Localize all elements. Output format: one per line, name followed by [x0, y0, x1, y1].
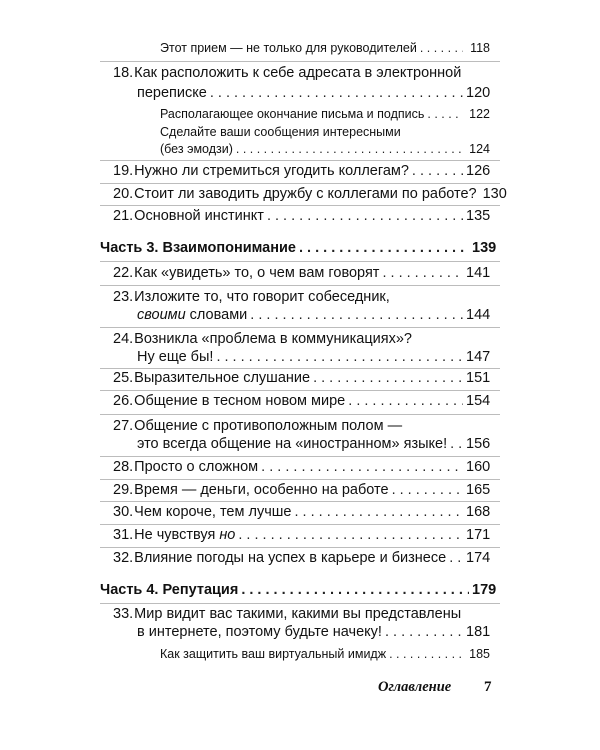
dot-leader — [348, 391, 463, 411]
toc-entry-title: Как расположить к себе адресата в электронной — [134, 65, 462, 81]
toc-page-number: 120 — [466, 85, 491, 101]
toc-entry-title: Как защитить ваш виртуальный имидж — [160, 647, 387, 661]
page-number: 7 — [484, 679, 492, 695]
toc-subentry — [160, 38, 490, 58]
toc-entry-continued — [137, 434, 490, 454]
divider — [100, 261, 500, 262]
toc-entry-title: Располагающее окончание письма и подпись — [160, 107, 425, 121]
toc-entry-title-cont — [137, 305, 247, 325]
toc-entry-number: 19. — [113, 163, 134, 179]
dot-leader — [261, 457, 463, 477]
toc-entry-title: Общение с противоположным полом — — [134, 418, 403, 434]
toc-entry-number: 24. — [113, 331, 134, 347]
toc-entry — [113, 525, 490, 545]
dot-leader — [250, 305, 463, 325]
toc-entry-title: Общение в тесном новом мире — [134, 393, 346, 409]
toc-part-heading — [100, 238, 496, 258]
toc-entry-title: Чем короче, тем лучше — [134, 504, 292, 520]
dot-leader — [299, 238, 469, 258]
toc-subentry — [160, 104, 490, 124]
toc-entry-number: 33. — [113, 606, 134, 622]
toc-page-number: 126 — [466, 163, 491, 179]
toc-entry-title-cont: Ну еще бы! — [137, 349, 214, 365]
dot-leader — [382, 263, 463, 283]
dot-leader — [420, 38, 463, 58]
toc-page-number: 122 — [469, 107, 490, 121]
toc-entry-title: Этот прием — не только для руководителей — [160, 41, 417, 55]
dot-leader — [267, 206, 463, 226]
toc-entry — [113, 329, 490, 349]
toc-entry-number: 27. — [113, 418, 134, 434]
toc-part-title: Часть 3. Взаимопонимание — [100, 240, 296, 256]
toc-entry-title-cont: (без эмодзи) — [160, 142, 233, 156]
toc-entry-title: Мир видит вас такими, какими вы представлены — [134, 606, 462, 622]
toc-page-number: 139 — [472, 240, 497, 256]
toc-entry — [113, 287, 490, 307]
toc-entry-title: Выразительное слушание — [134, 370, 311, 386]
toc-entry — [113, 63, 490, 83]
toc-entry — [113, 206, 490, 226]
dot-leader — [238, 525, 463, 545]
italic-word: своими — [137, 307, 186, 323]
toc-page-number: 144 — [466, 307, 491, 323]
toc-entry-title-plain: Не чувствуя — [134, 527, 220, 543]
toc-entry — [113, 604, 490, 624]
toc-entry-title-cont: переписке — [137, 85, 207, 101]
toc-entry-title: Возникла «проблема в коммуникациях»? — [134, 331, 412, 347]
toc-entry — [113, 263, 490, 283]
dot-leader — [313, 368, 463, 388]
toc-page-number: 171 — [466, 527, 491, 543]
dot-leader — [412, 161, 463, 181]
toc-entry-number: 31. — [113, 527, 134, 543]
toc-entry-number: 22. — [113, 265, 134, 281]
toc-entry-title: Просто о сложном — [134, 459, 259, 475]
divider — [100, 414, 500, 415]
toc-entry-title: Время — деньги, особенно на работе — [134, 482, 389, 498]
toc-page-number: 154 — [466, 393, 491, 409]
toc-entry — [113, 184, 507, 204]
toc-entry-number: 30. — [113, 504, 134, 520]
divider — [100, 327, 500, 328]
toc-entry-number: 23. — [113, 289, 134, 305]
toc-entry-number: 29. — [113, 482, 134, 498]
dot-leader — [389, 644, 463, 664]
toc-entry-number: 32. — [113, 550, 134, 566]
toc-page-number: 141 — [466, 265, 491, 281]
toc-entry-title: Изложите то, что говорит собеседник, — [134, 289, 390, 305]
toc-entry-title-cont: это всегда общение на «иностранном» языке! — [137, 436, 448, 452]
running-footer-title: Оглавление — [378, 679, 452, 695]
dot-leader — [236, 139, 463, 159]
toc-entry — [113, 548, 490, 568]
toc-entry-number: 21. — [113, 208, 134, 224]
toc-entry — [113, 416, 490, 436]
toc-entry-title — [134, 525, 235, 545]
dot-leader — [216, 347, 463, 367]
toc-entry-title: Нужно ли стремиться угодить коллегам? — [134, 163, 409, 179]
toc-entry — [113, 368, 490, 388]
toc-entry-number: 26. — [113, 393, 134, 409]
toc-page-number: 156 — [466, 436, 491, 452]
dot-leader — [427, 104, 463, 124]
toc-part-heading — [100, 580, 496, 600]
toc-entry — [113, 502, 490, 522]
toc-page-number: 168 — [466, 504, 491, 520]
toc-entry-title: Влияние погоды на успех в карьере и бизнесе — [134, 550, 447, 566]
toc-page-number: 160 — [466, 459, 491, 475]
toc-entry-number: 18. — [113, 65, 134, 81]
toc-page-number: 118 — [470, 41, 490, 55]
dot-leader — [449, 548, 463, 568]
toc-entry — [113, 457, 490, 477]
toc-entry — [113, 391, 490, 411]
italic-word: но — [219, 527, 236, 543]
toc-subentry-continued — [160, 139, 490, 159]
toc-entry-continued — [137, 305, 490, 325]
toc-entry — [113, 480, 490, 500]
toc-page-number: 151 — [466, 370, 491, 386]
toc-page-number: 179 — [472, 582, 497, 598]
toc-page-number: 181 — [466, 624, 491, 640]
toc-entry-number: 25. — [113, 370, 134, 386]
toc-subentry — [160, 644, 490, 664]
dot-leader — [385, 622, 463, 642]
toc-entry-continued — [137, 347, 490, 367]
toc-part-title: Часть 4. Репутация — [100, 582, 239, 598]
dot-leader — [210, 83, 463, 103]
toc-entry-title: Стоит ли заводить дружбу с коллегами по работе? — [134, 186, 477, 202]
toc-entry-title: Основной инстинкт — [134, 208, 264, 224]
toc-page-number: 135 — [466, 208, 491, 224]
toc-page-number: 165 — [466, 482, 491, 498]
dot-leader — [241, 580, 469, 600]
toc-entry-title: Как «увидеть» то, о чем вам говорят — [134, 265, 380, 281]
toc-page-number: 124 — [469, 142, 490, 156]
toc-page-number: 147 — [466, 349, 491, 365]
toc-entry-title: Сделайте ваши сообщения интересными — [160, 125, 401, 139]
toc-entry-continued — [137, 83, 490, 103]
toc-entry — [113, 161, 490, 181]
toc-page-number: 185 — [469, 647, 490, 661]
toc-entry-number: 28. — [113, 459, 134, 475]
dot-leader — [392, 480, 463, 500]
dot-leader — [450, 434, 463, 454]
toc-entry-continued — [137, 622, 490, 642]
toc-entry-title-cont: в интернете, поэтому будьте начеку! — [137, 624, 382, 640]
toc-page-number: 130 — [482, 186, 507, 202]
toc-entry-number: 20. — [113, 186, 134, 202]
toc-entry-title-rest: словами — [185, 307, 248, 323]
divider — [100, 285, 500, 286]
dot-leader — [294, 502, 463, 522]
divider — [100, 61, 500, 62]
toc-page-number: 174 — [466, 550, 491, 566]
